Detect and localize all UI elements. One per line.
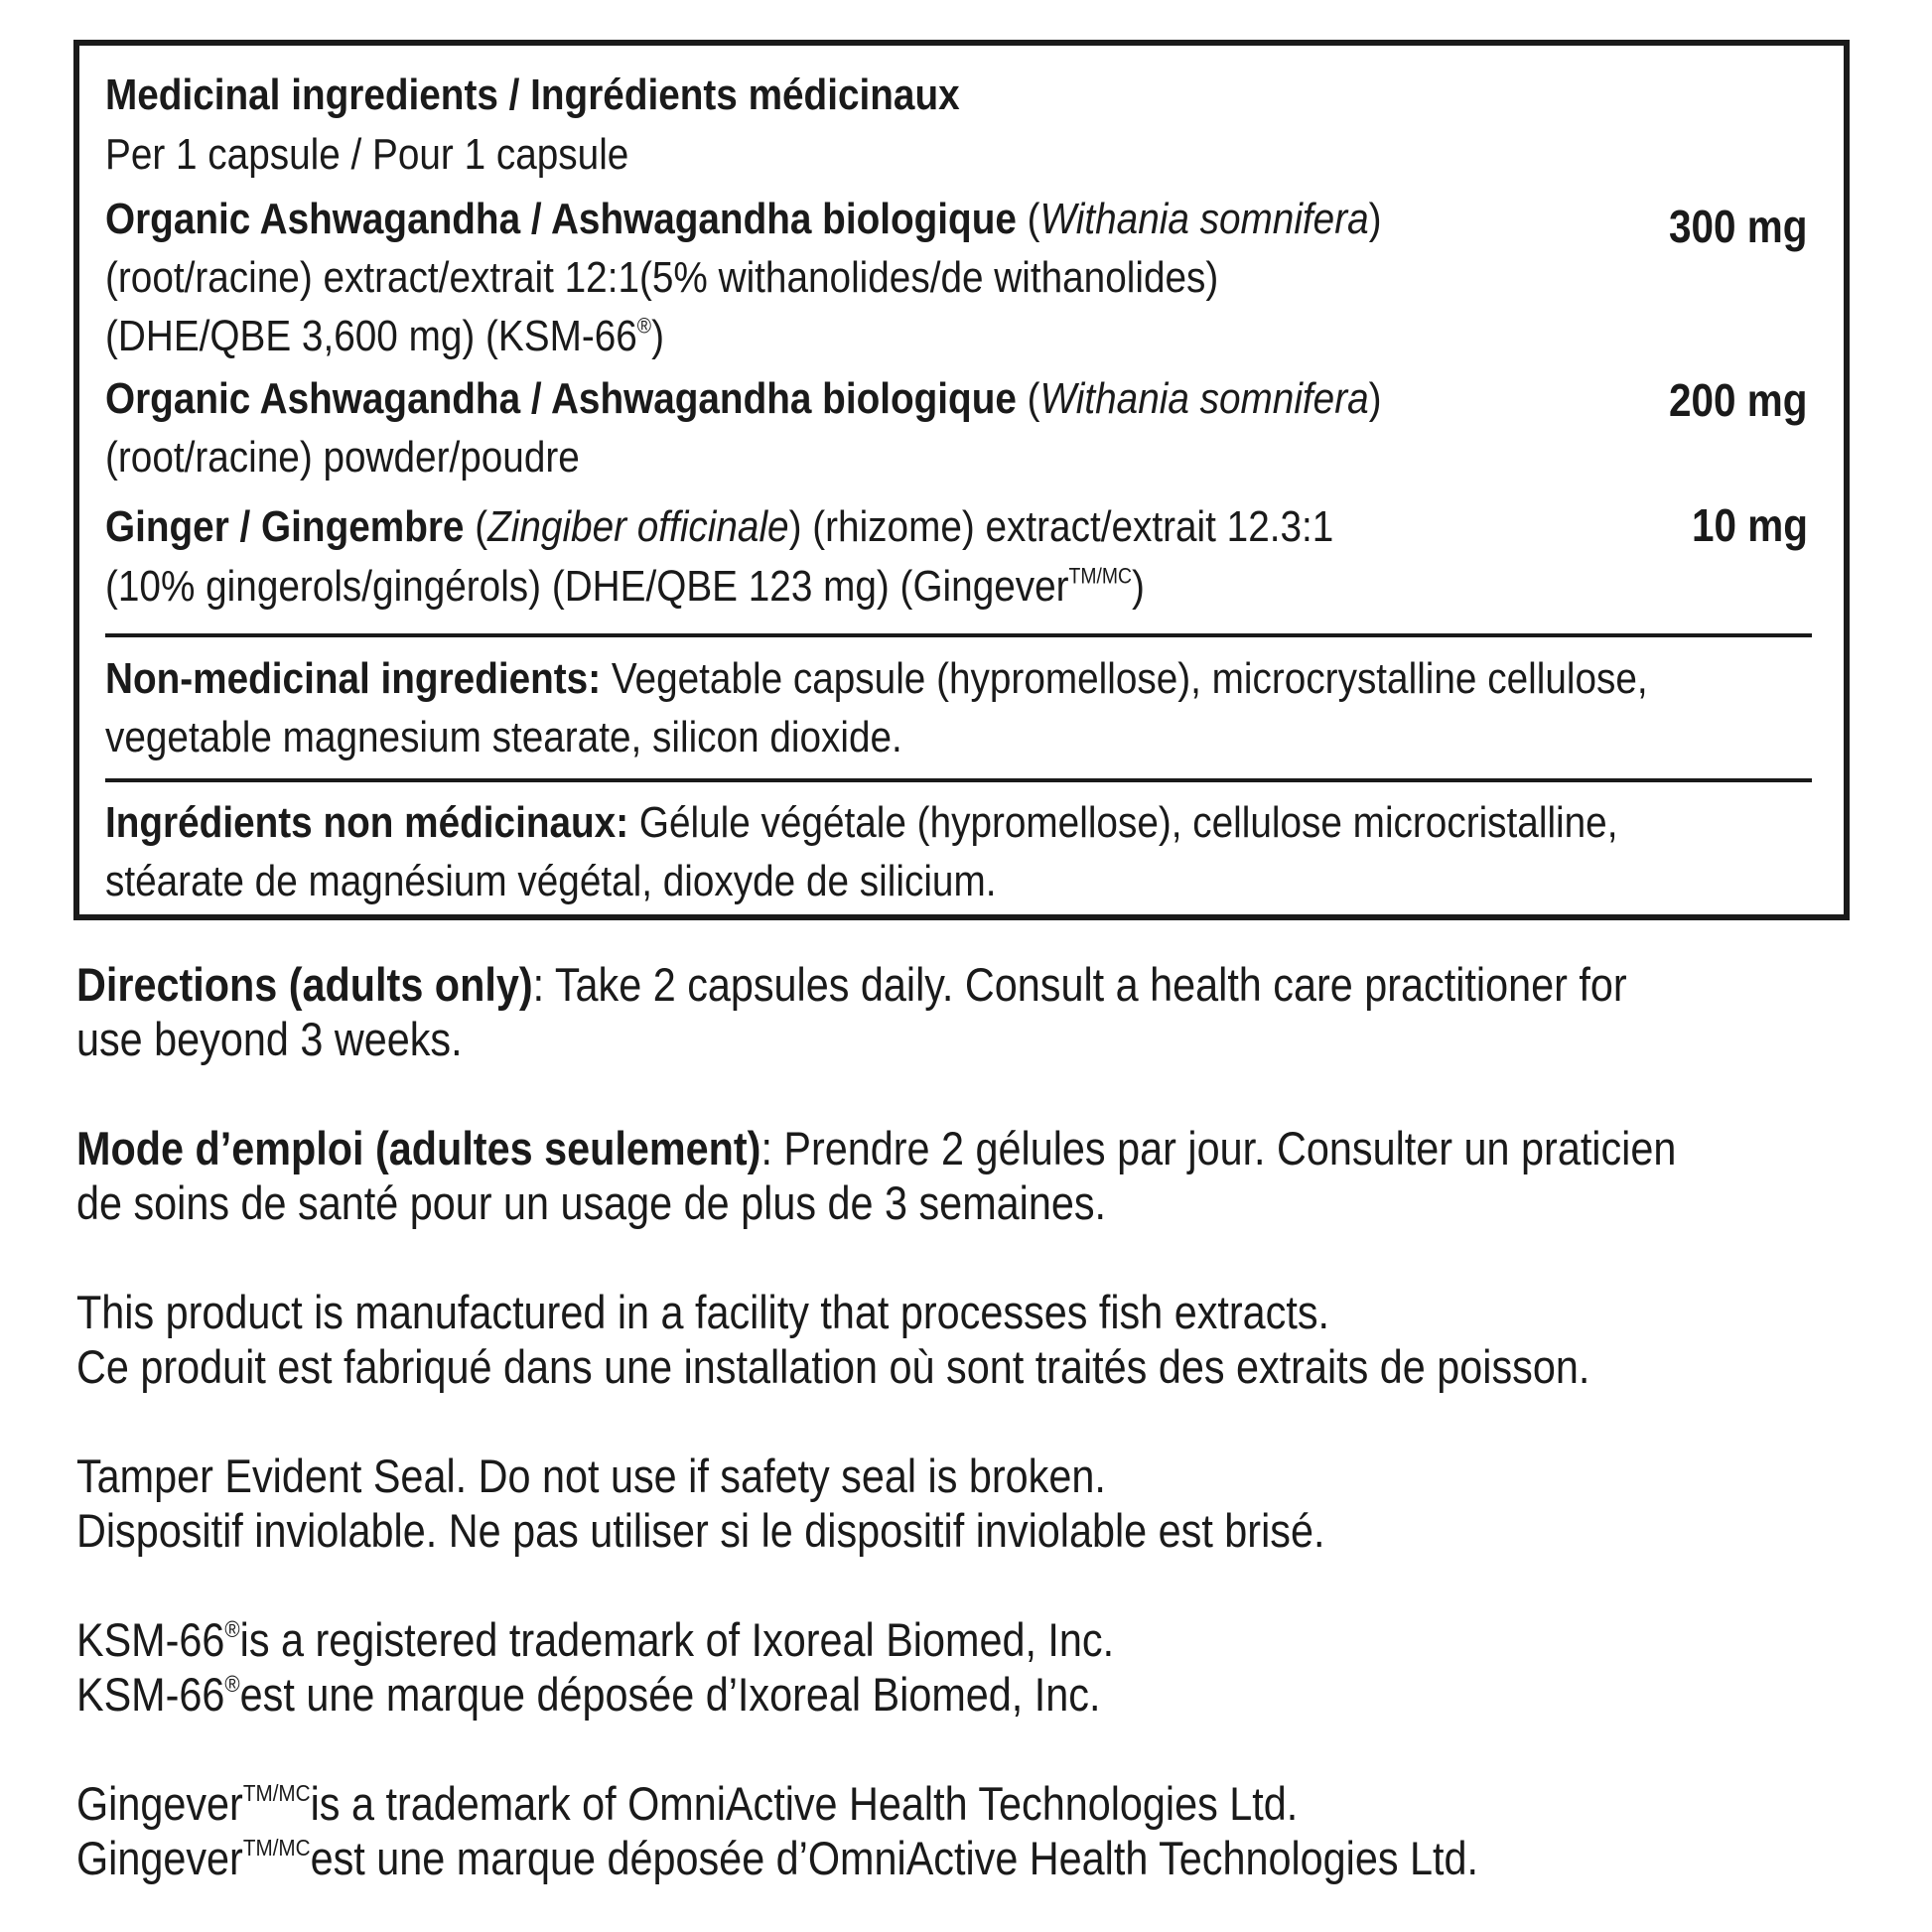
trademark-mark: TM/MC bbox=[1068, 563, 1132, 589]
directions-en-text-1: : Take 2 capsules daily. Consult a health care practitioner for bbox=[532, 958, 1627, 1011]
ksm-trademark-en bbox=[76, 1613, 1114, 1667]
seal-en: Tamper Evident Seal. Do not use if safety seal is broken. bbox=[76, 1449, 1106, 1502]
ingredient-3-line-2-text: (10% gingerols/gingérols) (DHE/QBE 123 mg) (Gingever bbox=[105, 562, 1069, 611]
gingever-brand: Gingever bbox=[76, 1832, 243, 1884]
ingredient-1-line-3-text: (DHE/QBE 3,600 mg) (KSM-66 bbox=[105, 312, 637, 360]
registered-mark: ® bbox=[224, 1671, 240, 1698]
ingredient-1-latin: Withania somnifera bbox=[1039, 195, 1369, 243]
trademark-mark: TM/MC bbox=[242, 1835, 311, 1862]
ksm-en-text: is a registered trademark of Ixoreal Biomed, Inc. bbox=[239, 1613, 1115, 1666]
gingever-trademark-fr bbox=[76, 1832, 1478, 1885]
ingredient-1-line-2: (root/racine) extract/extrait 12:1(5% withanolides/de withanolides) bbox=[105, 253, 1219, 302]
ingredient-1-name: Organic Ashwagandha / Ashwagandha biologique bbox=[105, 195, 1017, 243]
gingever-en-text: is a trademark of OmniActive Health Technologies Ltd. bbox=[310, 1777, 1299, 1830]
facility-fr: Ce produit est fabriqué dans une installation où sont traités des extraits de poisson. bbox=[76, 1340, 1590, 1393]
trademark-mark: TM/MC bbox=[242, 1780, 311, 1807]
non-medicinal-en-label: Non-medicinal ingredients: bbox=[105, 654, 602, 703]
gingever-fr-text: est une marque déposée d’OmniActive Health Technologies Ltd. bbox=[310, 1832, 1479, 1884]
ingredient-3-paren-open: ( bbox=[464, 502, 488, 551]
directions-en-line-2: use beyond 3 weeks. bbox=[76, 1013, 463, 1065]
ingredient-3-latin: Zingiber officinale bbox=[487, 502, 789, 551]
ksm-brand: KSM-66 bbox=[76, 1613, 225, 1666]
ingredient-3-line-2-end: ) bbox=[1132, 562, 1145, 611]
ingredient-1-amount: 300 mg bbox=[1669, 201, 1808, 252]
directions-fr-line-1 bbox=[76, 1122, 1676, 1175]
non-medicinal-fr-line-2: stéarate de magnésium végétal, dioxyde de silicium. bbox=[105, 857, 997, 905]
directions-fr-line-2: de soins de santé pour un usage de plus de 3 semaines. bbox=[76, 1176, 1107, 1229]
ingredient-2-line-1 bbox=[105, 373, 1382, 425]
divider-1 bbox=[105, 633, 1812, 637]
non-medicinal-en-line-1 bbox=[105, 653, 1648, 705]
gingever-brand: Gingever bbox=[76, 1777, 243, 1830]
ingredient-2-latin: Withania somnifera bbox=[1039, 374, 1369, 423]
ingredient-1-paren-close: ) bbox=[1368, 195, 1382, 243]
ksm-brand: KSM-66 bbox=[76, 1668, 225, 1721]
ingredient-2-amount: 200 mg bbox=[1669, 374, 1808, 426]
ingredient-3-name: Ginger / Gingembre bbox=[105, 502, 465, 551]
registered-mark: ® bbox=[224, 1616, 240, 1643]
non-medicinal-fr-label: Ingrédients non médicinaux: bbox=[105, 798, 629, 847]
ingredient-3-line-1-rest: ) (rhizome) extract/extrait 12.3:1 bbox=[788, 502, 1334, 551]
per-capsule-line: Per 1 capsule / Pour 1 capsule bbox=[105, 130, 629, 179]
ingredient-3-line-1 bbox=[105, 501, 1333, 553]
ingredient-1-line-1 bbox=[105, 194, 1382, 245]
ksm-fr-text: est une marque déposée d’Ixoreal Biomed, Inc. bbox=[239, 1668, 1101, 1721]
gingever-trademark-en bbox=[76, 1777, 1298, 1831]
ingredient-3-amount: 10 mg bbox=[1692, 499, 1808, 551]
ingredient-2-paren-open: ( bbox=[1016, 374, 1040, 423]
non-medicinal-en-line-2: vegetable magnesium stearate, silicon dioxide. bbox=[105, 713, 902, 761]
directions-en-line-1 bbox=[76, 958, 1627, 1012]
facility-en: This product is manufactured in a facility that processes fish extracts. bbox=[76, 1286, 1330, 1338]
ingredient-1-line-3-end: ) bbox=[651, 312, 664, 360]
medicinal-heading: Medicinal ingredients / Ingrédients médicinaux bbox=[105, 70, 960, 119]
non-medicinal-fr-text-1: Gélule végétale (hypromellose), cellulose microcristalline, bbox=[628, 798, 1618, 847]
ksm-trademark-fr bbox=[76, 1668, 1100, 1722]
seal-fr: Dispositif inviolable. Ne pas utiliser si le dispositif inviolable est brisé. bbox=[76, 1504, 1325, 1557]
ingredient-1-paren-open: ( bbox=[1016, 195, 1040, 243]
ingredient-2-line-2: (root/racine) powder/poudre bbox=[105, 433, 580, 482]
ingredient-2-paren-close: ) bbox=[1368, 374, 1382, 423]
ingredient-3-line-2 bbox=[105, 561, 1145, 613]
divider-2 bbox=[105, 778, 1812, 782]
directions-en-label: Directions (adults only) bbox=[76, 958, 533, 1011]
directions-fr-text-1: : Prendre 2 gélules par jour. Consulter un praticien bbox=[760, 1122, 1677, 1174]
directions-fr-label: Mode d’emploi (adultes seulement) bbox=[76, 1122, 761, 1174]
ingredient-1-line-3 bbox=[105, 311, 664, 362]
non-medicinal-en-text-1: Vegetable capsule (hypromellose), microcrystalline cellulose, bbox=[601, 654, 1648, 703]
non-medicinal-fr-line-1 bbox=[105, 797, 1617, 849]
ingredient-2-name: Organic Ashwagandha / Ashwagandha biologique bbox=[105, 374, 1017, 423]
registered-mark: ® bbox=[636, 313, 652, 339]
